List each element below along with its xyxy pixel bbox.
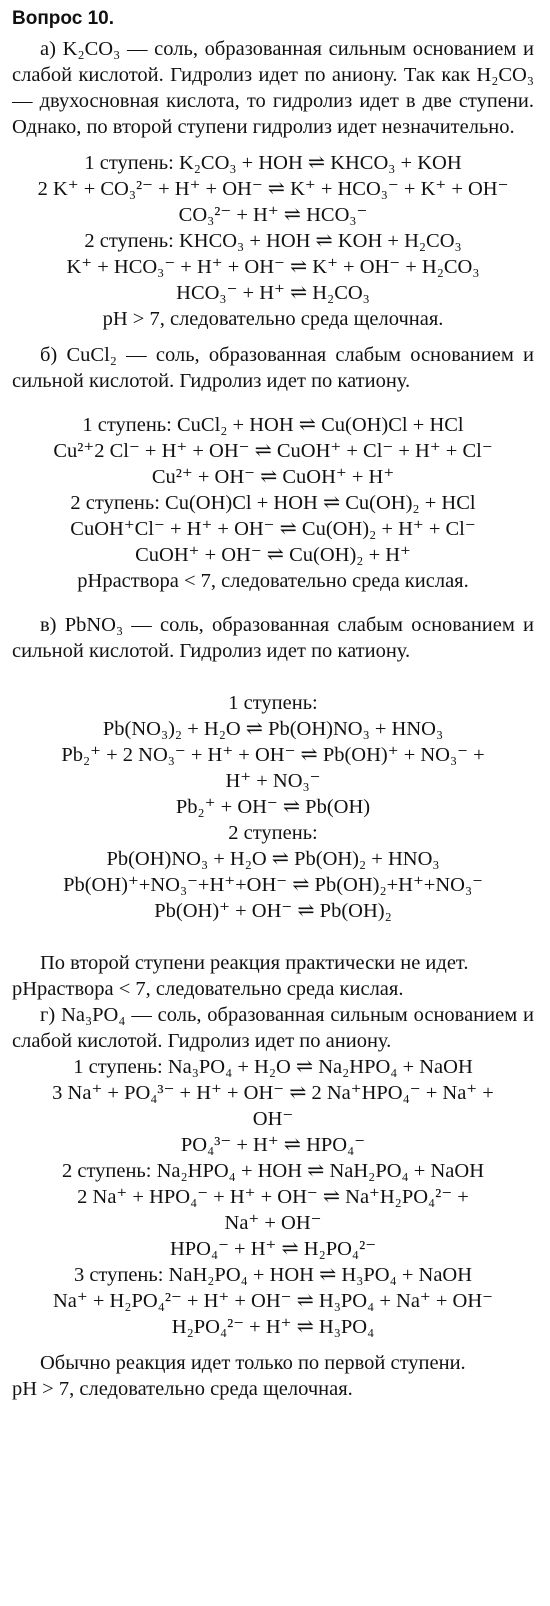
- section-c-intro: в) PbNO₃ — соль, образованная слабым основанием и сильной кислотой. Гидролиз идет по катиону.: [12, 614, 534, 662]
- section-b-intro: б) CuCl₂ — соль, образованная слабым основанием и сильной кислотой. Гидролиз идет по катиону.: [12, 344, 534, 392]
- ph-conclusion: pHраствора < 7, следовательно среда кислая.: [77, 570, 469, 592]
- step-heading: 1 ступень:: [228, 692, 318, 714]
- section-b-equations: [12, 412, 534, 594]
- section-c-note: По второй ступени реакция практически не идет.: [40, 952, 469, 974]
- ph-conclusion: pH > 7, следовательно среда щелочная.: [102, 308, 444, 330]
- equation: Pb(OH)⁺+NO₃⁻+H⁺+OH⁻ ⇌ Pb(OH)₂+H⁺+NO₃⁻: [63, 874, 483, 896]
- section-a-intro: а) K₂CO₃ — соль, образованная сильным основанием и слабой кислотой. Гидролиз идет по аниону. Так как H₂CO₃ — двухосновная кислота, то гидролиз идет в две ступени. Однако, по второй ступени гидролиз идет незначительно.: [12, 38, 534, 138]
- equation: HPO₄⁻ + H⁺ ⇌ H₂PO₄²⁻: [169, 1238, 377, 1260]
- equation: 2 ступень: Cu(OH)Cl + HOH ⇌ Cu(OH)₂ + HCl: [70, 492, 476, 514]
- equation: 2 ступень: KHCO₃ + HOH ⇌ KOH + H₂CO₃: [84, 230, 462, 252]
- equation: 2 K⁺ + CO₃²⁻ + H⁺ + OH⁻ ⇌ K⁺ + HCO₃⁻ + K⁺ + OH⁻: [37, 178, 509, 200]
- section-d-note: Обычно реакция идет только по первой ступени.: [40, 1352, 466, 1374]
- equation: 2 ступень: Na₂HPO₄ + HOH ⇌ NaH₂PO₄ + NaOH: [61, 1160, 484, 1182]
- equation: Pb(OH)⁺ + OH⁻ ⇌ Pb(OH)₂: [154, 900, 392, 922]
- equation: 3 ступень: NaH₂PO₄ + HOH ⇌ H₃PO₄ + NaOH: [73, 1264, 473, 1286]
- equation: K⁺ + HCO₃⁻ + H⁺ + OH⁻ ⇌ K⁺ + OH⁻ + H₂CO₃: [66, 256, 480, 278]
- step-heading: 2 ступень:: [228, 822, 318, 844]
- equation: Cu²⁺2 Cl⁻ + H⁺ + OH⁻ ⇌ CuOH⁺ + Cl⁻ + H⁺ + Cl⁻: [53, 440, 493, 462]
- question-title: Вопрос 10.: [12, 8, 115, 29]
- section-a-equations: [12, 150, 534, 332]
- section-d-intro: г) Na₃PO₄ — соль, образованная сильным основанием и слабой кислотой. Гидролиз идет по аниону.: [12, 1004, 534, 1052]
- equation: 1 ступень: CuCl₂ + HOH ⇌ Cu(OH)Cl + HCl: [82, 414, 464, 436]
- equation: Cu²⁺ + OH⁻ ⇌ CuOH⁺ + H⁺: [151, 466, 395, 488]
- equation: H⁺ + NO₃⁻: [225, 770, 321, 792]
- equation: Pb(OH)NO₃ + H₂O ⇌ Pb(OH)₂ + HNO₃: [106, 848, 440, 870]
- equation: CO₃²⁻ + H⁺ ⇌ HCO₃⁻: [178, 204, 368, 226]
- equation: CuOH⁺ + OH⁻ ⇌ Cu(OH)₂ + H⁺: [135, 544, 411, 566]
- equation: Pb₂⁺ + OH⁻ ⇌ Pb(OH): [175, 796, 371, 818]
- equation: Na⁺ + OH⁻: [224, 1212, 322, 1234]
- section-d-equations: [12, 1054, 534, 1340]
- equation: CuOH⁺Cl⁻ + H⁺ + OH⁻ ⇌ Cu(OH)₂ + H⁺ + Cl⁻: [70, 518, 476, 540]
- equation: 3 Na⁺ + PO₄³⁻ + H⁺ + OH⁻ ⇌ 2 Na⁺HPO₄⁻ + Na⁺ +: [52, 1082, 494, 1104]
- section-c-equations: [12, 690, 534, 924]
- equation: H₂PO₄²⁻ + H⁺ ⇌ H₃PO₄: [171, 1316, 375, 1338]
- equation: 1 ступень: K₂CO₃ + HOH ⇌ KHCO₃ + KOH: [84, 152, 462, 174]
- equation: PO₄³⁻ + H⁺ ⇌ HPO₄⁻: [180, 1134, 366, 1156]
- section-d-ph: pH > 7, следовательно среда щелочная.: [12, 1378, 353, 1400]
- equation: HCO₃⁻ + H⁺ ⇌ H₂CO₃: [176, 282, 370, 304]
- equation: OH⁻: [252, 1108, 294, 1130]
- section-c-ph: pHраствора < 7, следовательно среда кислая.: [12, 978, 404, 1000]
- equation: 1 ступень: Na₃PO₄ + H₂O ⇌ Na₂HPO₄ + NaOH: [73, 1056, 473, 1078]
- equation: Pb(NO₃)₂ + H₂O ⇌ Pb(OH)NO₃ + HNO₃: [102, 718, 444, 740]
- equation: Na⁺ + H₂PO₄²⁻ + H⁺ + OH⁻ ⇌ H₃PO₄ + Na⁺ + OH⁻: [53, 1290, 493, 1312]
- equation: 2 Na⁺ + HPO₄⁻ + H⁺ + OH⁻ ⇌ Na⁺H₂PO₄²⁻ +: [77, 1186, 469, 1208]
- equation: Pb₂⁺ + 2 NO₃⁻ + H⁺ + OH⁻ ⇌ Pb(OH)⁺ + NO₃⁻ +: [61, 744, 485, 766]
